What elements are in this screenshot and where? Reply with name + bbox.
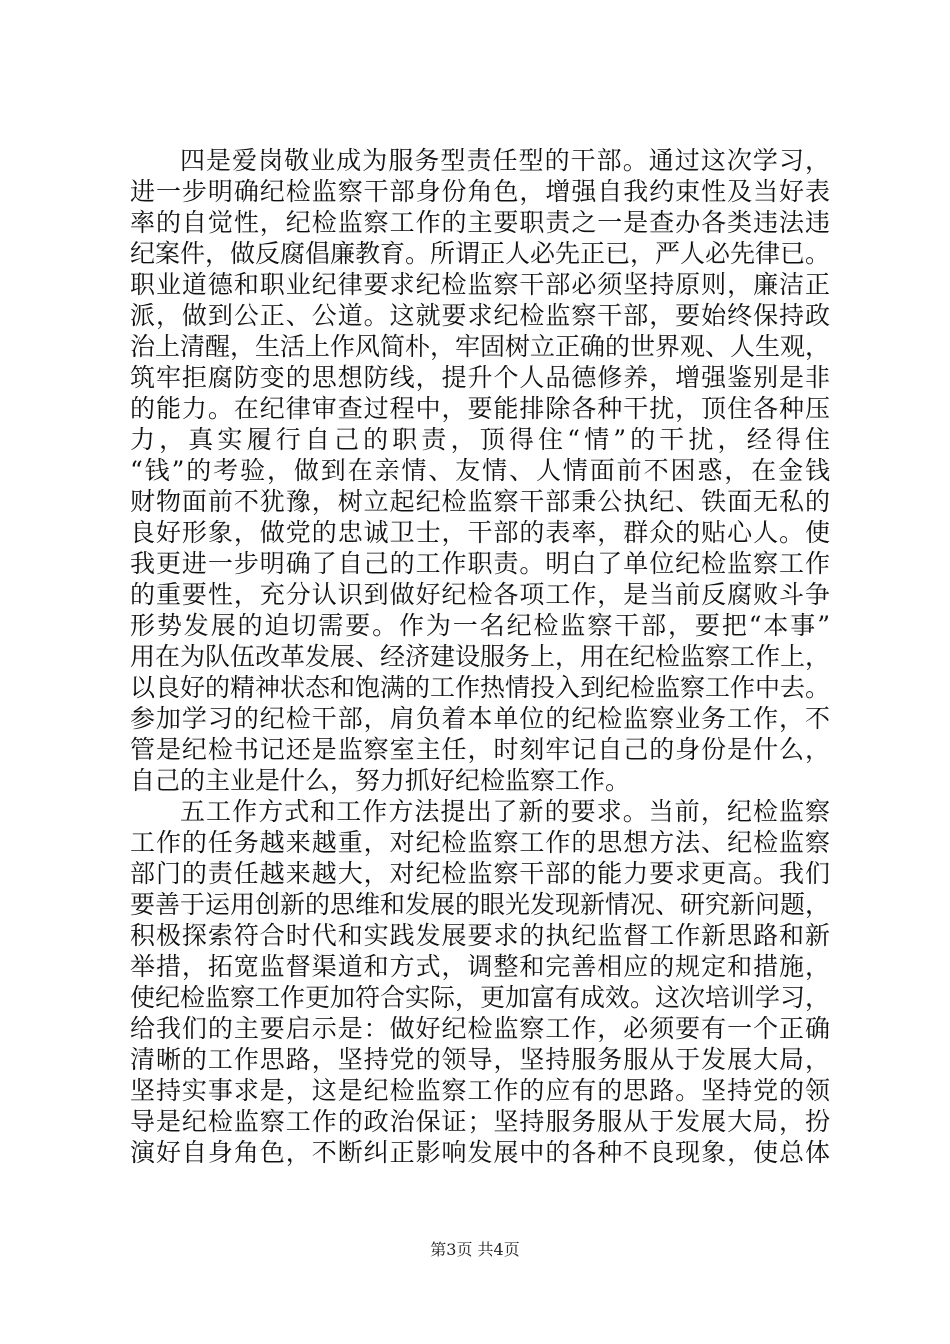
paragraph-line: 坚持实事求是，这是纪检监察工作的应有的思路。坚持党的领 [130,1076,830,1105]
paragraph-line: 给我们的主要启示是：做好纪检监察工作，必须要有一个正确 [130,1014,830,1043]
paragraph-line: 举措，拓宽监督渠道和方式，调整和完善相应的规定和措施， [130,952,830,981]
paragraph-line: 财物面前不犹豫，树立起纪检监察干部秉公执纪、铁面无私的 [130,487,830,516]
paragraph-line: 积极探索符合时代和实践发展要求的执纪监督工作新思路和新 [130,921,830,950]
page-number-footer: 第3页 共4页 [430,1240,520,1259]
paragraph-line: 工作的任务越来越重，对纪检监察工作的思想方法、纪检监察 [130,828,830,857]
document-body [130,145,830,1168]
paragraph-1 [130,145,830,796]
paragraph-line: 用在为队伍改革发展、经济建设服务上，用在纪检监察工作上， [130,642,831,671]
paragraph-line: 使纪检监察工作更加符合实际，更加富有成效。这次培训学习， [130,983,831,1012]
paragraph-line: 纪案件，做反腐倡廉教育。所谓正人必先正已，严人必先律已。 [130,239,831,268]
paragraph-line: 筑牢拒腐防变的思想防线，提升个人品德修养，增强鉴别是非 [130,363,830,392]
paragraph-line: 参加学习的纪检干部，肩负着本单位的纪检监察业务工作，不 [130,704,830,733]
paragraph-line: 演好自身角色，不断纠正影响发展中的各种不良现象，使总体 [130,1138,830,1167]
paragraph-line: 部门的责任越来越大，对纪检监察干部的能力要求更高。我们 [130,859,830,888]
paragraph-line: 自己的主业是什么，努力抓好纪检监察工作。 [130,766,631,795]
paragraph-line: 形势发展的迫切需要。作为一名纪检监察干部，要把“本事” [130,611,830,640]
paragraph-line: 良好形象，做党的忠诚卫士，干部的表率，群众的贴心人。使 [130,518,830,547]
paragraph-line: 治上清醒，生活上作风简朴，牢固树立正确的世界观、人生观， [130,332,831,361]
paragraph-line: 的能力。在纪律审查过程中，要能排除各种干扰，顶住各种压 [130,394,830,423]
paragraph-line: 派，做到公正、公道。这就要求纪检监察干部，要始终保持政 [130,301,830,330]
paragraph-2 [130,796,830,1168]
paragraph-line: 的重要性，充分认识到做好纪检各项工作，是当前反腐败斗争 [130,580,830,609]
paragraph-line: 清晰的工作思路，坚持党的领导，坚持服务服从于发展大局， [130,1045,830,1074]
paragraph-line: 五工作方式和工作方法提出了新的要求。当前，纪检监察 [180,797,830,826]
paragraph-line: 我更进一步明确了自己的工作职责。明白了单位纪检监察工作 [130,549,830,578]
paragraph-line: “钱”的考验，做到在亲情、友情、人情面前不困惑，在金钱 [130,456,830,485]
paragraph-line: 进一步明确纪检监察干部身份角色，增强自我约束性及当好表 [130,177,830,206]
paragraph-line: 力，真实履行自己的职责，顶得住“情”的干扰，经得住 [130,425,830,454]
paragraph-line: 以良好的精神状态和饱满的工作热情投入到纪检监察工作中去。 [130,673,831,702]
paragraph-line: 率的自觉性，纪检监察工作的主要职责之一是查办各类违法违 [130,208,830,237]
paragraph-line: 要善于运用创新的思维和发展的眼光发现新情况、研究新问题， [130,890,831,919]
paragraph-line: 四是爱岗敬业成为服务型责任型的干部。通过这次学习， [180,146,830,175]
paragraph-line: 管是纪检书记还是监察室主任，时刻牢记自己的身份是什么， [130,735,830,764]
paragraph-line: 职业道德和职业纪律要求纪检监察干部必须坚持原则，廉洁正 [130,270,830,299]
paragraph-line: 导是纪检监察工作的政治保证；坚持服务服从于发展大局，扮 [130,1107,830,1136]
